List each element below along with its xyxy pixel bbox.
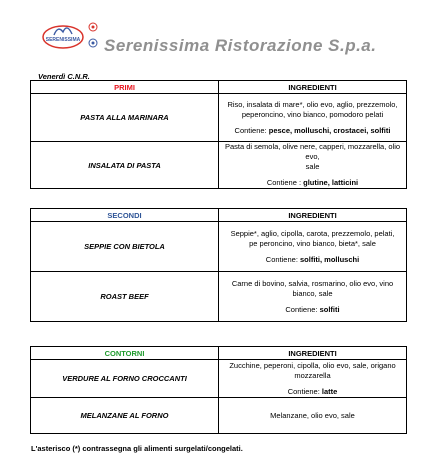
allergens: Contiene: pesce, molluschi, crostacei, solfiti	[234, 125, 391, 135]
day-label: Venerdì C.N.R.	[38, 72, 90, 81]
allergens: Contiene: latte	[287, 386, 338, 396]
ingredient-line: pe peroncino, vino bianco, bieta*, sale	[249, 238, 376, 248]
secondi-table	[30, 208, 407, 322]
ingredients-cell	[219, 398, 407, 434]
dish-name: VERDURE AL FORNO CROCCANTI	[31, 360, 219, 398]
ingredient-line: sale	[305, 162, 320, 171]
company-logo	[40, 17, 102, 55]
footnote: L'asterisco (*) contrassegna gli alimenti surgelati/congelati.	[31, 444, 243, 453]
ingredient-line: Pasta di semola, olive nere, capperi, mozzarella, olio evo,	[224, 142, 401, 161]
ingredients-cell	[219, 272, 407, 322]
dish-name: ROAST BEEF	[31, 272, 219, 322]
ingredients-header: INGREDIENTI	[219, 347, 407, 360]
ingredient-line: peperoncino, vino bianco, pomodoro pelati	[241, 109, 384, 119]
ingredient-line: Carne di bovino, salvia, rosmarino, olio evo, vino bianco, sale	[231, 278, 394, 298]
dish-name: PASTA ALLA MARINARA	[31, 94, 219, 142]
section-title: SECONDI	[31, 209, 219, 222]
logo-figure	[54, 28, 72, 35]
dish-name: SEPPIE CON BIETOLA	[31, 222, 219, 272]
ingredient-line: Zucchine, peperoni, cipolla, olio evo, sale, origano mozzarella	[229, 360, 396, 380]
allergens: Contiene: solfiti, molluschi	[265, 254, 360, 264]
dish-name: MELANZANE AL FORNO	[31, 398, 219, 434]
contorni-table	[30, 346, 407, 434]
ingredient-line: Riso, insalata di mare*, olio evo, aglio, prezzemolo,	[227, 99, 398, 109]
primi-table	[30, 80, 407, 189]
section-title: CONTORNI	[31, 347, 219, 360]
allergens: Contiene : glutine, latticini	[266, 178, 359, 187]
section-title: PRIMI	[31, 81, 219, 94]
ingredients-header: INGREDIENTI	[219, 209, 407, 222]
ingredients-header: INGREDIENTI	[219, 81, 407, 94]
ingredients-cell	[219, 222, 407, 272]
company-name: Serenissima Ristorazione S.p.a.	[104, 36, 377, 55]
allergens: Contiene: solfiti	[285, 304, 340, 314]
dish-name: INSALATA DI PASTA	[31, 142, 219, 189]
ingredients-cell	[219, 94, 407, 142]
ingredient-line: Melanzane, olio evo, sale	[270, 410, 355, 420]
ingredients-cell	[219, 142, 407, 189]
logo-text: SERENISSIMA	[45, 37, 81, 43]
ingredients-cell	[219, 360, 407, 398]
ingredient-line: Seppie*, aglio, cipolla, carota, prezzemolo, pelati,	[230, 228, 395, 238]
